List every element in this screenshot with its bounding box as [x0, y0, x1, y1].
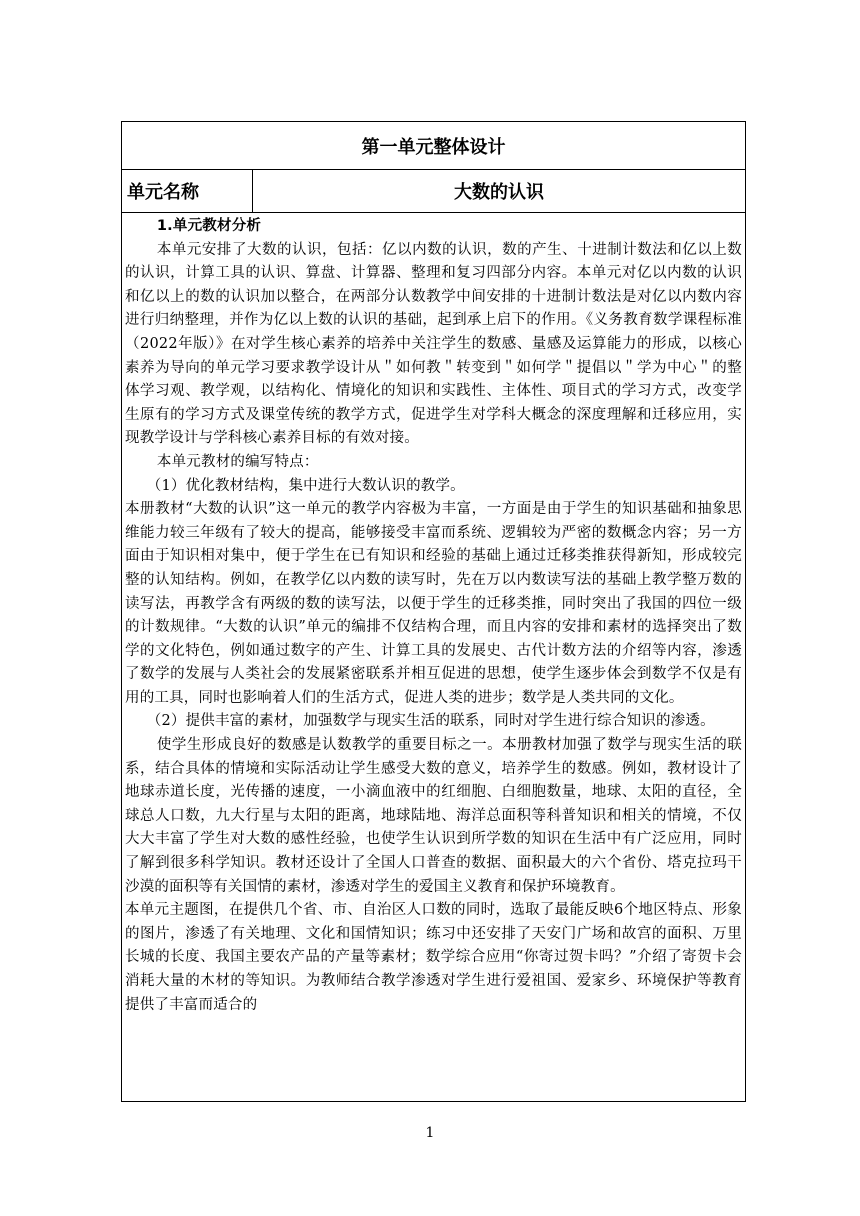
page-number: 1: [425, 1125, 435, 1141]
paragraph-number-sense: 使学生形成良好的数感是认数教学的重要目标之一。本册教材加强了数学与现实生活的联系，结合具体的情境和实际活动让学生感受大数的意义，培养学生的数感。例如，教材设计了地球赤道长度，光传播的速度，一小滴血液中的红细胞、白细胞数量，地球、太阳的直径，全球总人口数，九大行星与太阳的距离，地球陆地、海洋总面积等科普知识和相关的情境，不仅大大丰富了学生对大数的感性经验，也使学生认识到所学数的知识在生活中有广泛应用，同时了解到很多科学知识。教材还设计了全国人口普查的数据、面积最大的六个省份、塔克拉玛干沙漠的面积等有关国情的素材，渗透对学生的爱国主义教育和保护环境教育。: [125, 737, 742, 895]
unit-design-table: [121, 121, 746, 1102]
paragraph-intro: 本单元安排了大数的认识，包括：亿以内数的认识，数的产生、十进制计数法和亿以上数的认识，计算工具的认识、算盘、计算器、整理和复习四部分内容。本单元对亿以内数的认识和亿以上的数的认识加以整合，在两部分认数教学中间安排的十进制计数法是对亿以内数内容进行归纳整理，并作为亿以上数的认识的基础，起到承上启下的作用。《义务教育数学课程标准（2022年版）》在对学生核心素养的培养中关注学生的数感、量感及运算能力的形成，以核心素养为导向的单元学习要求教学设计从＂如何教＂转变到＂如何学＂提倡以＂学为中心＂的整体学习观、教学观，以结构化、情境化的知识和实践性、主体性、项目式的学习方式，改变学生原有的学习方式及课堂传统的教学方式，促进学生对学科大概念的深度理解和迁移应用，实现教学设计与学科核心素养目标的有效对接。: [125, 241, 742, 447]
paragraph-features-lead: 本单元教材的编写特点：: [156, 453, 319, 470]
unit-name-value: 大数的认识: [454, 182, 544, 203]
analysis-content: [122, 213, 745, 1101]
unit-name-label: 单元名称: [122, 170, 253, 212]
paragraph-point-1-body: 本册教材“大数的认识”这一单元的教学内容极为丰富，一方面是由于学生的知识基础和抽象思维能力较三年级有了较大的提高，能够接受丰富而系统、逻辑较为严密的数概念内容；另一方面由于知识相对集中，便于学生在已有知识和经验的基础上通过迁移类推获得新知，形成较完整的认知结构。例如，在教学亿以内数的读写时，先在万以内数读写法的基础上教学整万数的读写法，再教学含有两级的数的读写法，以便于学生的迁移类推，同时突出了我国的四位一级的计数规律。“大数的认识”单元的编排不仅结构合理，而且内容的安排和素材的选择突出了数学的文化特色，例如通过数字的产生、计算工具的发展史、古代计数方法的介绍等内容，渗透了数学的发展与人类社会的发展紧密联系并相互促进的思想，使学生逐步体会到数学不仅是有用的工具，同时也影响着人们的生活方式，促进人类的进步；数学是人类共同的文化。: [125, 501, 742, 706]
paragraph-theme-picture: 本单元主题图，在提供几个省、市、自治区人口数的同时，选取了最能反映6个地区特点、形象的图片，渗透了有关地理、文化和国情知识；练习中还安排了天安门广场和故宫的面积、万里长城的长度、我国主要农产品的产量等素材；数学综合应用“你寄过贺卡吗？”介绍了寄贺卡会消耗大量的木材的等知识。为教师结合教学渗透对学生进行爱祖国、爱家乡、环境保护等教育提供了丰富而适合的: [125, 902, 742, 1013]
table-title: 第一单元整体设计: [122, 122, 745, 170]
paragraph-point-2: （2）提供丰富的素材，加强数学与现实生活的联系，同时对学生进行综合知识的渗透。: [146, 713, 715, 730]
paragraph-point-1: （1）优化教材结构，集中进行大数认识的教学。: [146, 477, 465, 494]
section-heading: 1.单元教材分析: [156, 218, 262, 234]
unit-name-row: [122, 170, 745, 213]
